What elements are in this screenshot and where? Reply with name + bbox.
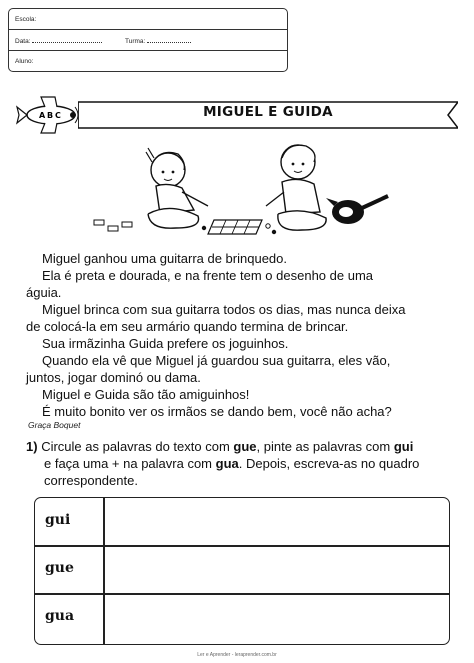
- row-label-gui: gui: [45, 512, 71, 528]
- answer-cell-gui[interactable]: [107, 500, 447, 544]
- story-line: Miguel ganhou uma guitarra de brinquedo.: [42, 251, 288, 266]
- keyword-gue: gue: [233, 439, 257, 454]
- keyword-gua: gua: [215, 456, 239, 471]
- story-line: É muito bonito ver os irmãos se dando bem, você não acha?: [42, 404, 392, 419]
- question-text: . Depois, escreva-as no quadro: [238, 456, 420, 471]
- question-text: correspondente.: [44, 473, 138, 488]
- keyword-gui: gui: [393, 439, 414, 454]
- toy-guitar-icon: [326, 196, 388, 224]
- question-text: Circule as palavras do texto com: [41, 439, 234, 454]
- story-line: Quando ela vê que Miguel já guardou sua guitarra, eles vão,: [42, 353, 391, 368]
- checkers-board-icon: [202, 220, 276, 234]
- question-text: , pinte as palavras com: [256, 439, 394, 454]
- date-field[interactable]: [15, 37, 102, 45]
- student-label: Aluno:: [15, 58, 34, 65]
- school-label: Escola:: [15, 16, 37, 23]
- table-column-divider: [103, 498, 105, 644]
- date-label: Data:: [15, 38, 31, 45]
- date-blank: [32, 37, 102, 43]
- question-1: [26, 438, 458, 489]
- divider: [9, 29, 287, 30]
- row-label-gua: gua: [45, 608, 75, 624]
- story-line: Miguel brinca com sua guitarra todos os dias, mas nunca deixa: [42, 302, 406, 317]
- svg-text:A: A: [39, 111, 46, 120]
- svg-text:C: C: [55, 111, 61, 120]
- children-playing-illustration: [90, 140, 390, 240]
- table-row-divider: [35, 593, 449, 595]
- page-title: MIGUEL E GUIDA: [203, 104, 333, 120]
- table-row-divider: [35, 545, 449, 547]
- story-line: Ela é preta e dourada, e na frente tem o desenho de uma: [42, 268, 374, 283]
- question-text: e faça uma + na palavra com: [44, 456, 216, 471]
- abc-airplane-icon: [15, 93, 83, 135]
- class-field[interactable]: [125, 37, 191, 45]
- divider: [9, 50, 287, 51]
- footer: Ler e Aprender - leraprender.com.br: [197, 652, 277, 658]
- student-info-box: [8, 8, 288, 72]
- answer-cell-gua[interactable]: [107, 596, 447, 640]
- story-line: Sua irmãzinha Guida prefere os joguinhos.: [42, 336, 289, 351]
- student-field[interactable]: [15, 58, 33, 65]
- story-line: juntos, jogar dominó ou dama.: [26, 370, 201, 385]
- school-field[interactable]: [15, 16, 36, 23]
- answer-table: [34, 497, 450, 645]
- story-line: de colocá-la em seu armário quando termina de brincar.: [26, 319, 349, 334]
- row-label-gue: gue: [45, 560, 74, 576]
- svg-text:B: B: [47, 111, 54, 120]
- question-number: 1): [26, 439, 38, 454]
- class-blank: [147, 37, 191, 43]
- class-label: Turma:: [125, 38, 146, 45]
- story-line: águia.: [26, 285, 62, 300]
- author: Graça Boquet: [28, 420, 81, 430]
- answer-cell-gue[interactable]: [107, 548, 447, 592]
- story-line: Miguel e Guida são tão amiguinhos!: [42, 387, 250, 402]
